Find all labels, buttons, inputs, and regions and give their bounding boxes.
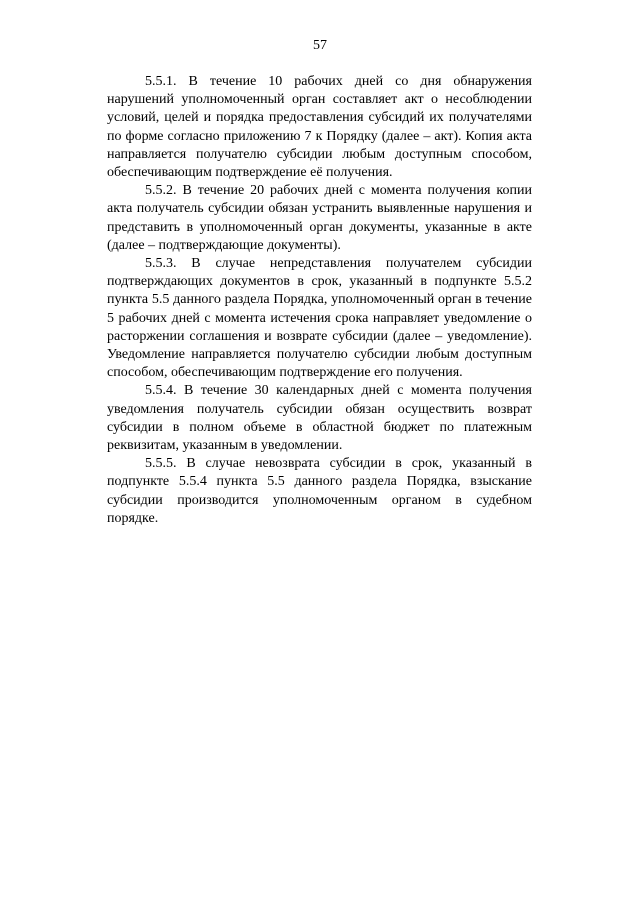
paragraph-5-5-2: 5.5.2. В течение 20 рабочих дней с момента получения копии акта получатель субсидии обязан устранить выявленные нарушения и представить в уполномоченный орган документы, указанные в акте (далее – подтверждающие документы). (107, 183, 532, 253)
page-number: 57 (313, 38, 327, 53)
paragraph-5-5-3: 5.5.3. В случае непредставления получателем субсидии подтверждающих документов в срок, указанный в подпункте 5.5.2 пункта 5.5 данного раздела Порядка, уполномоченный орган в течение 5 рабочих дней с момента истечения срока направляет уведомление о расторжении соглашения и возврате субсидии (далее – уведомление). Уведомление направляется получателю субсидии любым доступным способом, обеспечивающим подтверждение его получения. (107, 256, 532, 381)
paragraph-5-5-1: 5.5.1. В течение 10 рабочих дней со дня обнаружения нарушений уполномоченный орган составляет акт о несоблюдении условий, целей и порядка предоставления субсидий их получателями по форме согласно приложению 7 к Порядку (далее – акт). Копия акта направляется получателю субсидии любым доступным способом, обеспечивающим подтверждение её получения. (107, 74, 532, 181)
paragraph-5-5-4: 5.5.4. В течение 30 календарных дней с момента получения уведомления получатель субсидии обязан осуществить возврат субсидии в полном объеме в областной бюджет по платежным реквизитам, указанным в уведомлении. (107, 383, 532, 454)
paragraph-5-5-5: 5.5.5. В случае невозврата субсидии в срок, указанный в подпункте 5.5.4 пункта 5.5 данного раздела Порядка, взыскание субсидии производится уполномоченным органом в судебном порядке. (107, 456, 532, 526)
document-body (107, 73, 532, 528)
